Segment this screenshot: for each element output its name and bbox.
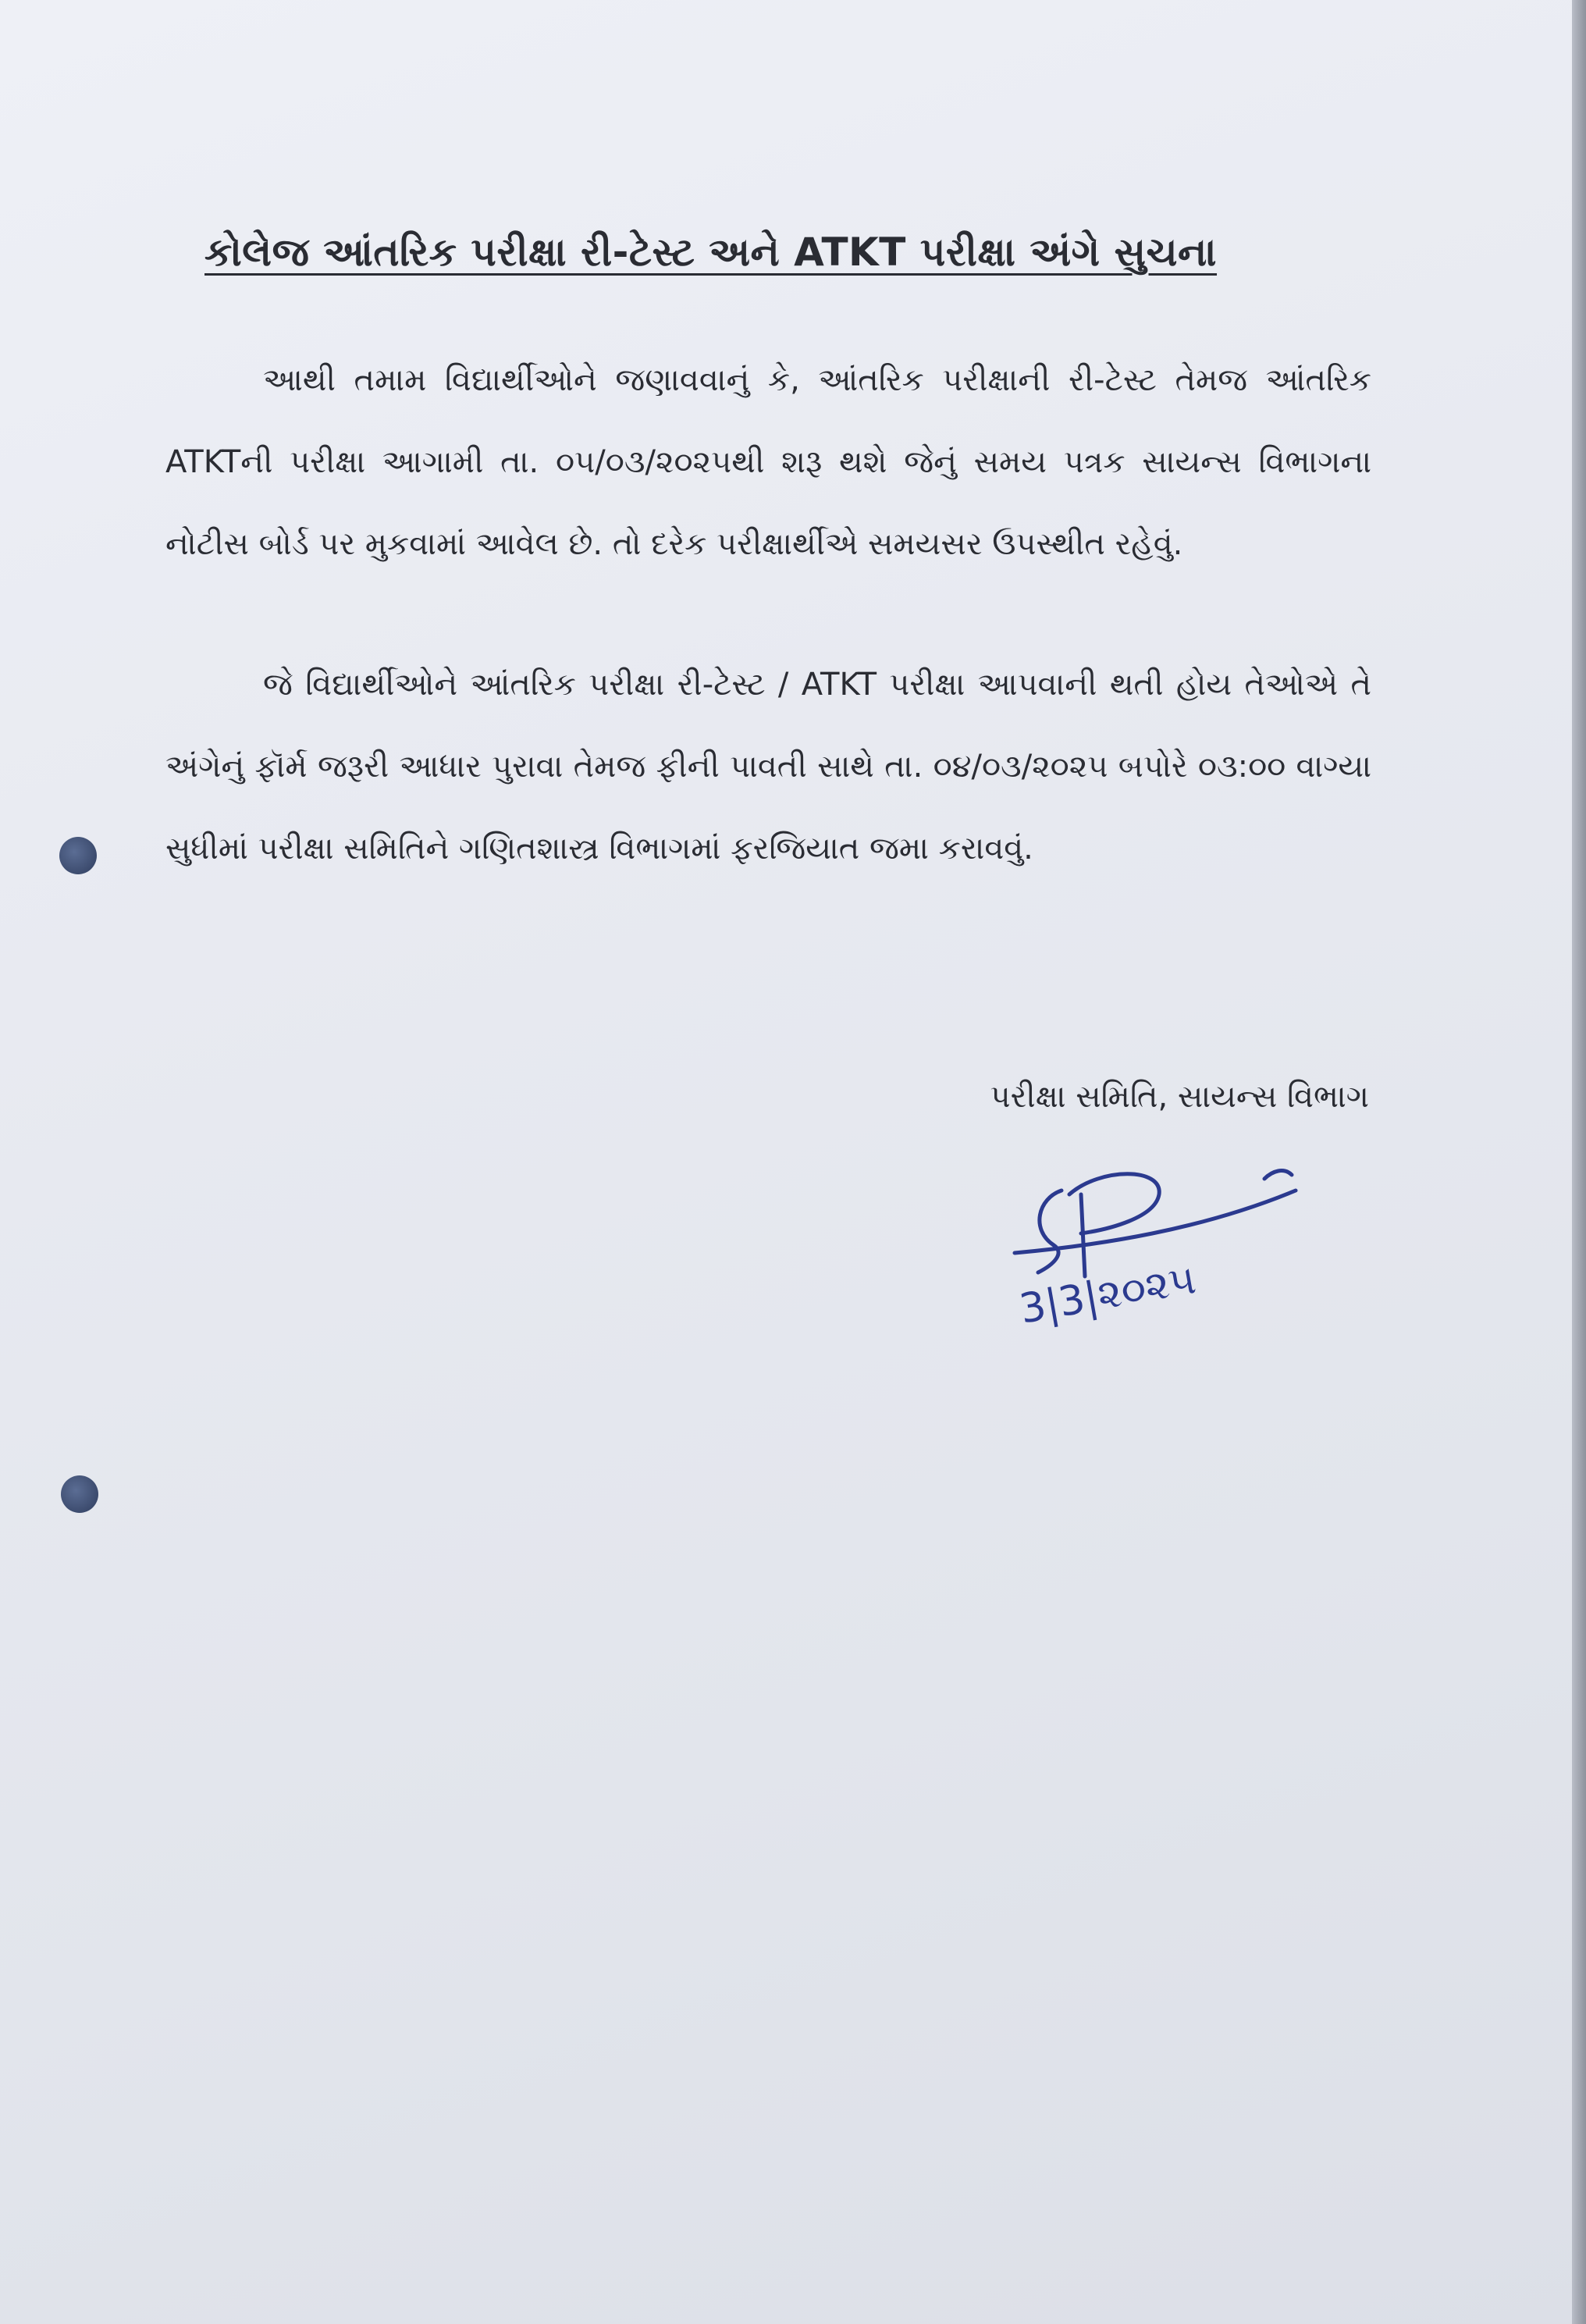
handwritten-signature [1007,1159,1303,1339]
signature-date: 3|3|૨૦૨૫ [1015,1256,1200,1333]
paragraph-2: જે વિદ્યાર્થીઓને આંતરિક પરીક્ષા રી-ટેસ્ટ / ATKT પરીક્ષા આપવાની થતી હોય તેઓએ તે અંગેનું ફૉર્મ જરૂરી આધાર પુરાવા તેમજ ફીની પાવતી સાથે તા. ૦૪/૦૩/૨૦૨૫ બપોરે ૦૩:૦૦ વાગ્યા સુધીમાં પરીક્ષા સમિતિને ગણિતશાસ્ત્ર વિભાગમાં ફરજિયાત જમા કરાવવું. [165,667,1371,867]
notice-title: કોલેજ આંતરિક પરીક્ષા રી-ટેસ્ટ અને ATKT પરીક્ષા અંગે સુચના [204,230,1218,275]
issuer-name: પરીક્ષા સમિતિ, સાયન્સ વિભાગ [990,1079,1369,1115]
punch-hole-top [59,837,97,874]
paragraph-1: આથી તમામ વિદ્યાર્થીઓને જણાવવાનું કે, આંતરિક પરીક્ષાની રી-ટેસ્ટ તેમજ આંતરિક ATKTની પરીક્ષા આગામી તા. ૦૫/૦૩/૨૦૨૫થી શરૂ થશે જેનું સમય પત્રક સાયન્સ વિભાગના નોટીસ બોર્ડ પર મુકવામાં આવેલ છે. તો દરેક પરીક્ષાર્થીએ સમયસર ઉપસ્થીત રહેવું. [165,362,1371,562]
paper-edge-shadow [1572,0,1586,2324]
punch-hole-bottom [61,1475,98,1513]
